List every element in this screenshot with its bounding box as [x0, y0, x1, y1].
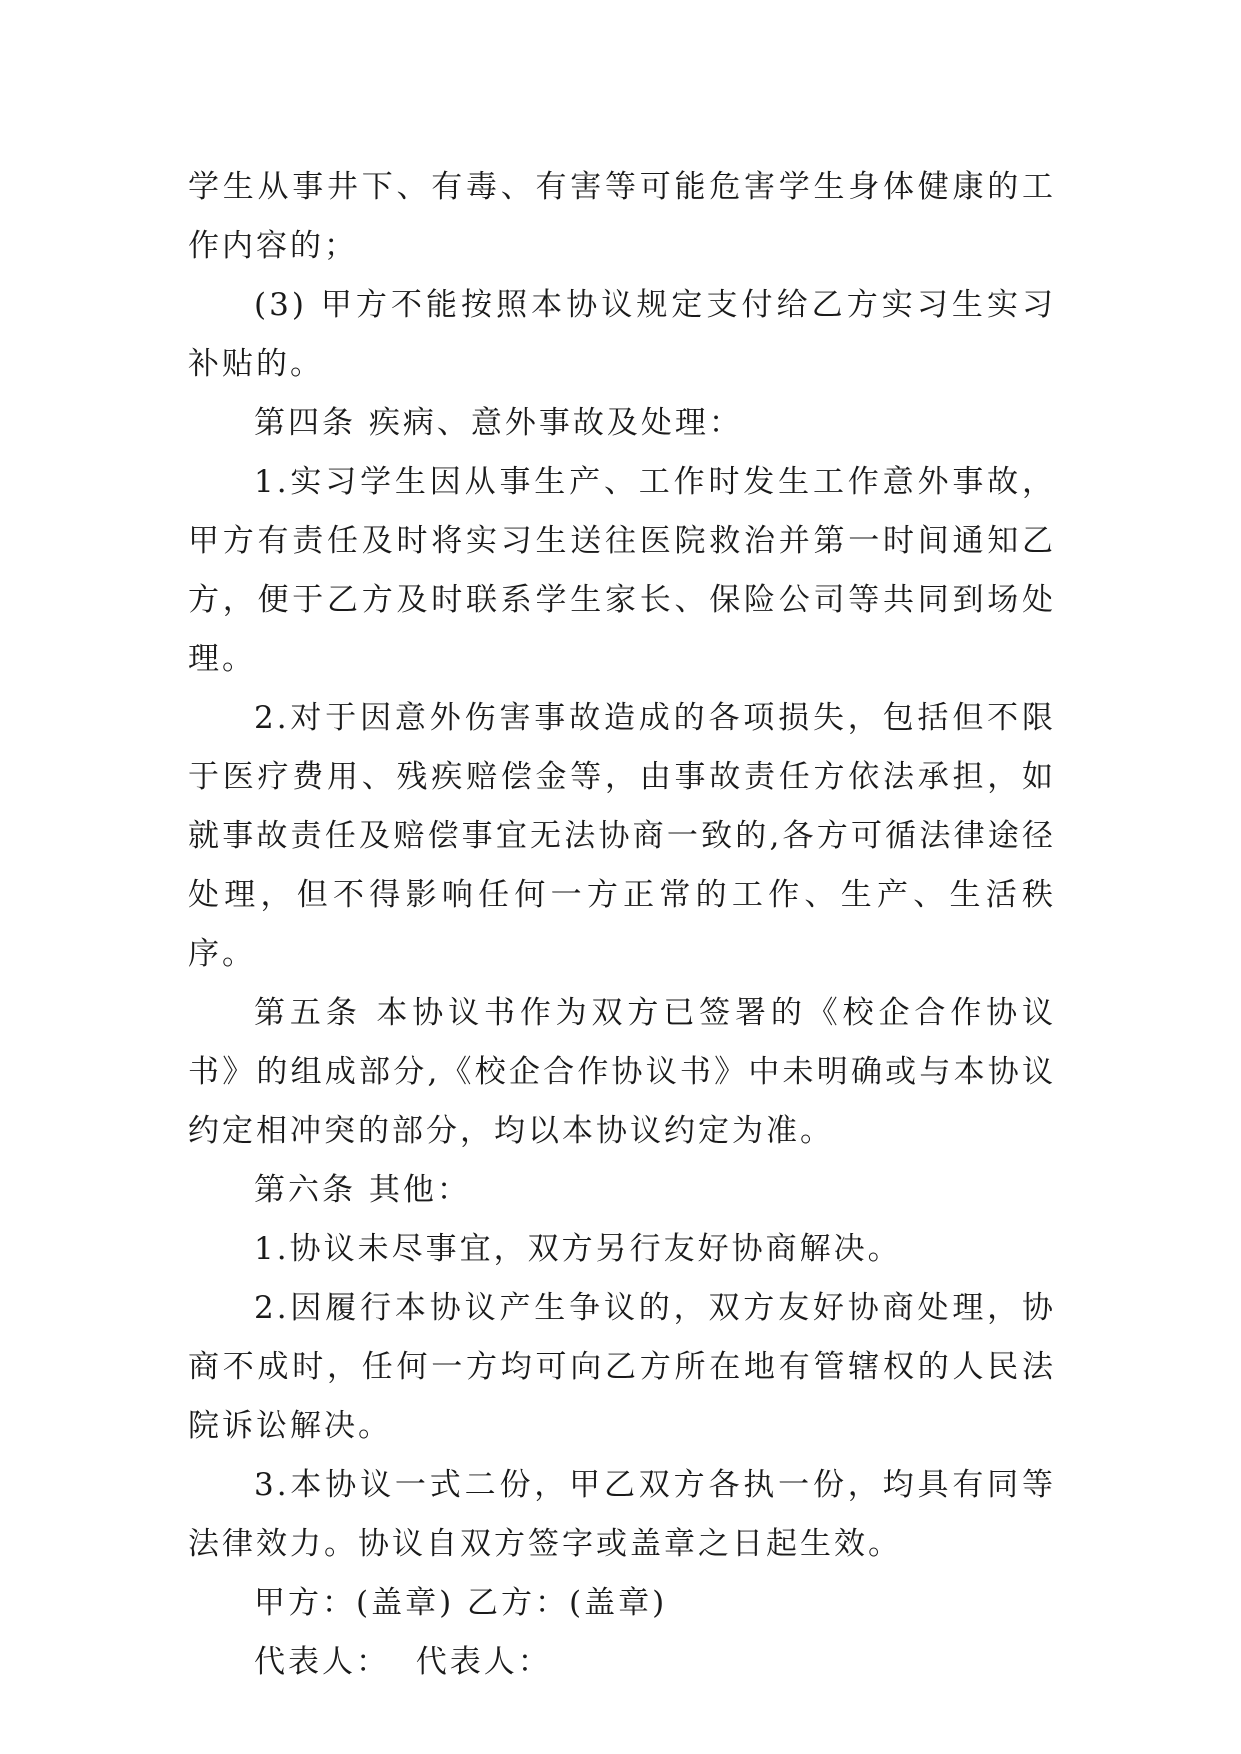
article-6-heading: 第六条 其他： — [254, 1172, 471, 1208]
paragraph-clause-3: (3) 甲方不能按照本协议规定支付给乙方实习生实习补贴的。 — [188, 287, 1056, 382]
article-6-item-2: 2.因履行本协议产生争议的，双方友好协商处理，协商不成时，任何一方均可向乙方所在地有管辖权的人民法院诉讼解决。 — [188, 1290, 1056, 1444]
article-4-item-2: 2.对于因意外伤害事故造成的各项损失，包括但不限于医疗费用、残疾赔偿金等，由事故责任方依法承担，如就事故责任及赔偿事宜无法协商一致的,各方可循法律途径处理，但不得影响任何一方正常的工作、生产、生活秩序。 — [188, 700, 1056, 972]
article-5: 第五条 本协议书作为双方已签署的《校企合作协议书》的组成部分,《校企合作协议书》中未明确或与本协议约定相冲突的部分，均以本协议约定为准。 — [188, 995, 1056, 1149]
article-4-item-1: 1.实习学生因从事生产、工作时发生工作意外事故，甲方有责任及时将实习生送往医院救治并第一时间通知乙方，便于乙方及时联系学生家长、保险公司等共同到场处理。 — [188, 464, 1056, 677]
article-6-item-1: 1.协议未尽事宜，双方另行友好协商解决。 — [254, 1231, 902, 1267]
document-body — [188, 158, 1056, 1692]
article-6-item-3: 3.本协议一式二份，甲乙双方各执一份，均具有同等法律效力。协议自双方签字或盖章之日起生效。 — [188, 1467, 1056, 1562]
paragraph-continuation: 学生从事井下、有毒、有害等可能危害学生身体健康的工作内容的； — [188, 169, 1056, 264]
article-4-heading: 第四条 疾病、意外事故及处理： — [254, 405, 743, 441]
representative-line: 代表人： 代表人： — [254, 1644, 552, 1680]
party-seal-line: 甲方：(盖章) 乙方：(盖章) — [254, 1585, 668, 1621]
